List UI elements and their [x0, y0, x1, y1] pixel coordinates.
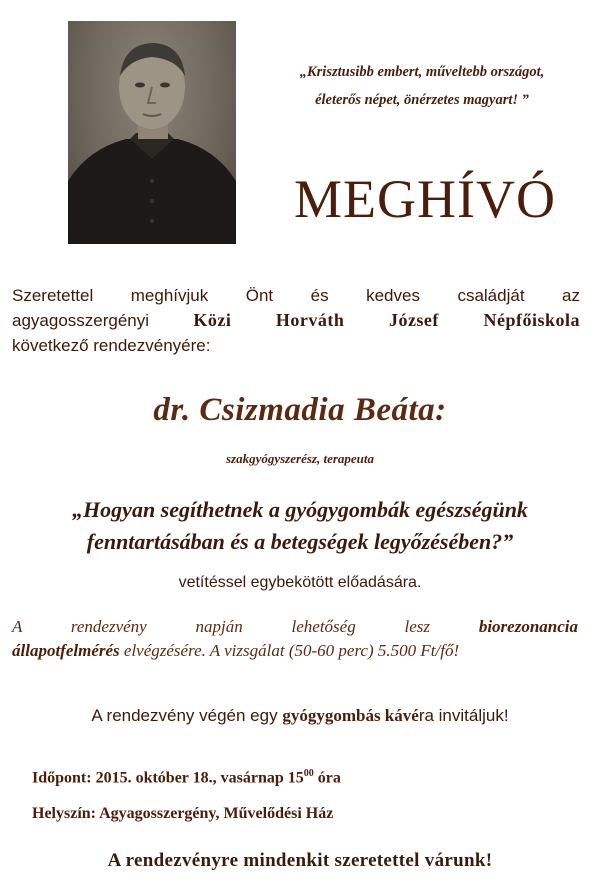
intro-line-2 [12, 308, 580, 333]
intro-village: agyagosszergényi [12, 311, 194, 330]
portrait-photo [68, 21, 236, 244]
bio-line-1-text: A rendezvény napján lehetőség lesz [12, 617, 479, 636]
speaker-role: szakgyógyszerész, terapeuta [225, 451, 375, 466]
event-place: Helyszín: Agyagosszergény, Művelődési Ház [32, 805, 334, 822]
coffee-pre: A rendezvény végén egy [91, 706, 283, 725]
lecture-title [0, 494, 600, 558]
bio-keyword: biorezonancia [478, 617, 578, 636]
invitation-intro [12, 283, 580, 358]
lecture-title-line-1: „Hogyan segíthetnek a gyógygombák egészségünk [72, 497, 528, 522]
projection-note: vetítéssel egybekötött előadására. [178, 574, 422, 591]
coffee-post: ra invitáljuk! [418, 706, 509, 725]
bio-keyword-2: állapotfelmérés [12, 641, 120, 660]
intro-line-3: következő rendezvényére: [12, 336, 211, 355]
bio-line-1 [12, 615, 578, 639]
event-time [32, 768, 341, 787]
motto-line-1: „Krisztusibb embert, műveltebb országot, [299, 64, 545, 80]
coffee-note [0, 706, 600, 726]
page-title: MEGHÍVÓ [294, 169, 556, 229]
bio-line-2-text: elvégzésére. A vizsgálat (50-60 perc) 5.500 Ft/fő! [119, 641, 460, 660]
motto-line-2: életerős népet, önérzetes magyart! ” [315, 92, 529, 108]
bio-line-2 [12, 639, 578, 663]
event-time-text: Időpont: 2015. október 18., vasárnap 15 [32, 769, 304, 787]
bioresonance-note [12, 615, 578, 663]
lecture-title-line-2: fenntartásában és a betegségek legyőzésében?” [86, 529, 514, 554]
speaker-name: dr. Csizmadia Beáta: [153, 392, 447, 428]
school-name: Közi Horváth József Népfőiskola [193, 310, 580, 330]
coffee-bold: gyógygombás kávé [282, 706, 419, 725]
intro-line-1: Szeretettel meghívjuk Önt és kedves családját az [12, 286, 580, 305]
event-time-suffix: óra [313, 769, 341, 787]
event-time-minutes: 00 [303, 768, 314, 779]
closing-line: A rendezvényre mindenkit szeretettel várunk! [107, 850, 493, 871]
